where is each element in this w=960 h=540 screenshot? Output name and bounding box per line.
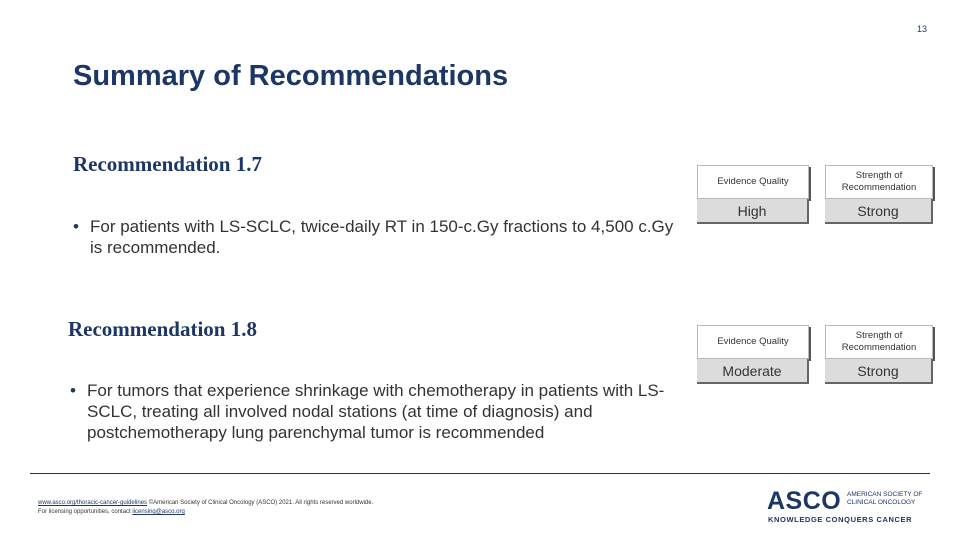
recommendation-1-8-text: For tumors that experience shrinkage with chemotherapy in patients with LS-SCLC, treating all involved nodal stations (at time of diagnosis) and postchemotherapy lung parenchymal tumor is recommended [87, 381, 665, 442]
recommendation-1-8-bullet [70, 380, 670, 443]
licensing-text: For licensing opportunities, contact [38, 509, 133, 515]
recommendation-1-7-heading: Recommendation 1.7 [73, 152, 262, 176]
bullet-icon: • [73, 217, 79, 236]
evidence-quality-label-1-7: Evidence Quality [697, 165, 809, 199]
copyright-text: ©American Society of Clinical Oncology (ASCO) 2021. All rights reserved worldwide. [147, 500, 374, 506]
recommendation-1-8-heading: Recommendation 1.8 [68, 317, 257, 341]
footer-line-1 [38, 499, 373, 508]
footer-divider [30, 473, 930, 474]
page-number: 13 [916, 24, 927, 34]
strength-label-1-8: Strength of Recommendation [825, 325, 933, 359]
bullet-icon: • [70, 381, 76, 400]
recommendation-1-7-text: For patients with LS-SCLC, twice-daily RT in 150-c.Gy fractions to 4,500 c.Gy is recommended. [90, 217, 674, 257]
page-title: Summary of Recommendations [73, 60, 509, 92]
strength-value-1-7: Strong [825, 199, 933, 224]
guidelines-link[interactable]: www.asco.org/thoracic-cancer-guidelines [38, 500, 148, 506]
evidence-quality-value-1-8: Moderate [697, 359, 809, 384]
evidence-quality-value-1-7: High [697, 199, 809, 224]
asco-logo [767, 487, 932, 527]
asco-society-name: AMERICAN SOCIETY OF CLINICAL ONCOLOGY [847, 491, 923, 506]
asco-tagline: KNOWLEDGE CONQUERS CANCER [768, 515, 913, 524]
strength-label-1-7: Strength of Recommendation [825, 165, 933, 199]
evidence-quality-label-1-8: Evidence Quality [697, 325, 809, 359]
footer-line-2 [38, 508, 373, 517]
asco-wordmark: ASCO [767, 487, 842, 515]
footer [38, 499, 373, 517]
licensing-email-link[interactable]: licensing@asco.org [132, 509, 185, 515]
strength-value-1-8: Strong [825, 359, 933, 384]
recommendation-1-7-bullet [73, 216, 683, 258]
